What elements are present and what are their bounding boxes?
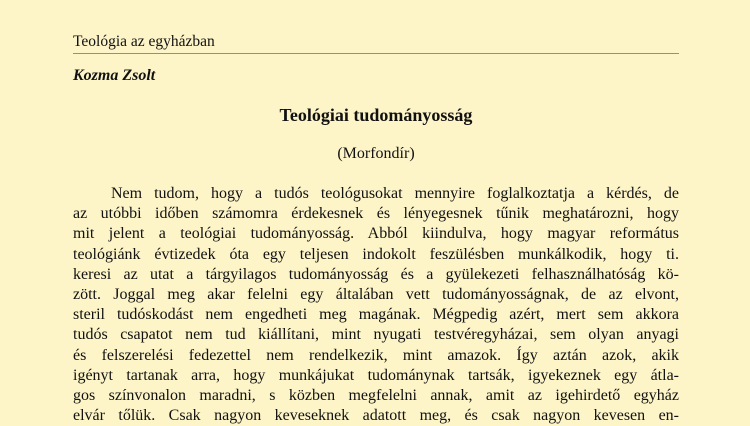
paragraph-line: és felszerelési fedezettel nem rendelkezik, mint amazok. Így aztán azok, akik	[73, 346, 679, 364]
paragraph-line: tudós csapatot nem tud kiállítani, mint nyugati testvéregyházai, sem olyan anyagi	[73, 326, 679, 344]
paragraph-line: Nem tudom, hogy a tudós teológusokat mennyire foglalkoztatja a kérdés, de	[111, 185, 679, 202]
article-subtitle: (Morfondír)	[337, 145, 415, 162]
paragraph-line: mit jelent a teológiai tudományosság. Abból kiindulva, hogy magyar református	[73, 225, 679, 243]
paragraph-line: teológiánk évtizedek óta egy teljesen indokolt feszülésben munkálkodik, hogy ti.	[73, 245, 679, 263]
running-header: Teológia az egyházban	[73, 33, 679, 54]
paragraph-line: igényt tartanak arra, hogy munkájukat tudománynak tartsák, igyekeznek egy átla-	[73, 366, 679, 384]
paragraph-line: elvár tőlük. Csak nagyon keveseknek adatott meg, és csak nagyon kevesen en-	[73, 407, 679, 425]
body-paragraph	[73, 184, 679, 426]
author-name: Kozma Zsolt	[73, 67, 156, 84]
paragraph-line: az utóbbi időben számomra érdekesnek és lényegesnek tűnik meghatározni, hogy	[73, 205, 679, 223]
paragraph-line: gos színvonalon maradni, s közben megfelelni annak, amit az igehirdető egyház	[73, 386, 679, 404]
paragraph-line: steril tudóskodást nem engedheti meg magának. Mégpedig azért, mert sem akkora	[73, 306, 679, 324]
paragraph-line: keresi az utat a tárgyilagos tudományosság és a gyülekezeti felhasználhatóság kö-	[73, 265, 679, 283]
paragraph-line: zött. Joggal meg akar felelni egy általában vett tudományosságnak, de az elvont,	[73, 285, 679, 303]
article-title: Teológiai tudományosság	[279, 105, 473, 125]
